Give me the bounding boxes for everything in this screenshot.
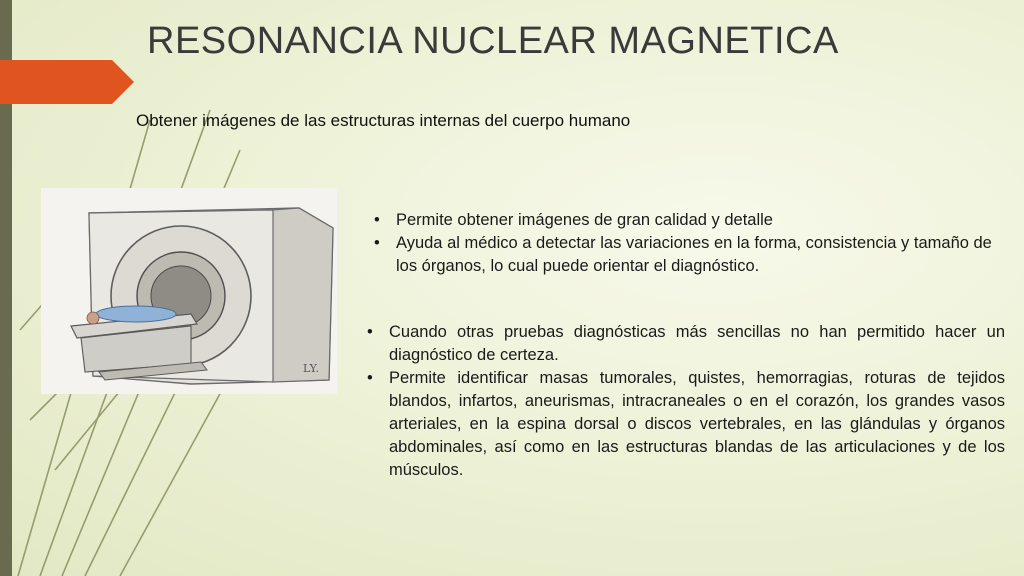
bullet-icon: • (367, 323, 373, 341)
bullet-icon: • (367, 369, 373, 387)
slide-title: RESONANCIA NUCLEAR MAGNETICA (147, 20, 839, 62)
list-item (365, 321, 1005, 367)
list-item (372, 209, 1004, 232)
bullet-list-bottom (365, 321, 1005, 482)
slide-subtitle: Obtener imágenes de las estructuras internas del cuerpo humano (136, 111, 631, 130)
list-item-text: Permite obtener imágenes de gran calidad y detalle (396, 211, 773, 229)
list-item-text: Permite identificar masas tumorales, quistes, hemorragias, roturas de tejidos blandos, infartos, aneurismas, intracraneales o en el corazón, los grandes vasos arteriales, en la espina dorsal o discos vertebrales, en las glándulas y órganos abdominales, así como en las estructuras blandas de las articulaciones y de los músculos. (389, 369, 1005, 479)
artist-signature: LY. (303, 362, 319, 375)
list-item-text: Ayuda al médico a detectar las variaciones en la forma, consistencia y tamaño de los órganos, lo cual puede orientar el diagnóstico. (396, 234, 992, 275)
bullet-icon: • (374, 234, 380, 252)
list-item-text: Cuando otras pruebas diagnósticas más sencillas no han permitido hacer un diagnóstico de certeza. (389, 323, 1005, 364)
list-item (365, 367, 1005, 482)
bullet-icon: • (374, 211, 380, 229)
mri-scanner-illustration (41, 188, 337, 394)
title-arrow-accent (0, 60, 134, 104)
list-item (372, 232, 1004, 278)
bullet-list-top (372, 209, 1004, 278)
mri-scanner-icon (41, 188, 337, 394)
